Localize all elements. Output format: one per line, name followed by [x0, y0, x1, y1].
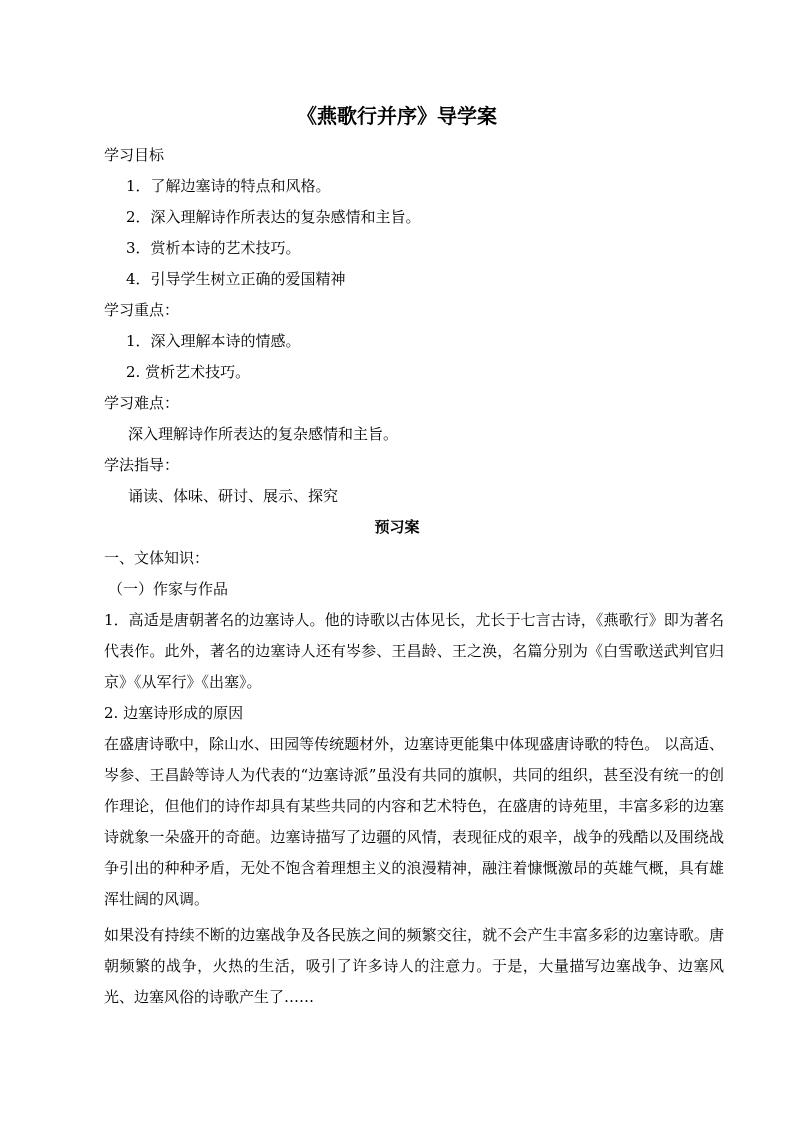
- paragraph-war-causes: 如果没有持续不断的边塞战争及各民族之间的频繁交往，就不会产生丰富多彩的边塞诗歌。唐朝频繁的战争，火热的生活，吸引了许多诗人的注意力。于是，大量描写边塞战争、边塞风光、边塞风俗的诗歌产生了……: [104, 926, 724, 1006]
- objective-item-2: 2．深入理解诗作所表达的复杂感情和主旨。: [126, 208, 421, 226]
- objectives-heading: 学习目标: [104, 146, 165, 164]
- objective-item-1: 1．了解边塞诗的特点和风格。: [126, 177, 331, 195]
- methods-heading: 学法指导：: [104, 456, 180, 474]
- objective-item-3: 3．赏析本诗的艺术技巧。: [126, 239, 301, 257]
- document-title: 《燕歌行并序》导学案: [297, 104, 497, 128]
- difficulties-heading: 学习难点：: [104, 394, 180, 412]
- subsection-author-works: （一）作家与作品: [108, 580, 229, 598]
- section-genre-knowledge: 一、文体知识：: [104, 549, 210, 567]
- key-points-heading: 学习重点：: [104, 301, 180, 319]
- difficulties-text: 深入理解诗作所表达的复杂感情和主旨。: [128, 425, 399, 443]
- methods-text: 诵读、体味、研讨、展示、探究: [128, 487, 339, 505]
- paragraph-author-intro: 1．高适是唐朝著名的边塞诗人。他的诗歌以古体见长，尤长于七言古诗，《燕歌行》即为著名代表作。此外，著名的边塞诗人还有岑参、王昌龄、王之涣，名篇分别为《白雪歌送武判官归京》《从军行》《出塞》。: [104, 611, 724, 691]
- preview-heading: 预习案: [374, 518, 420, 536]
- key-point-item-1: 1．深入理解本诗的情感。: [126, 332, 301, 350]
- objective-item-4: 4．引导学生树立正确的爱国精神: [126, 270, 346, 288]
- paragraph-frontier-poetry: 在盛唐诗歌中，除山水、田园等传统题材外，边塞诗更能集中体现盛唐诗歌的特色。 以高适、岑参、王昌龄等诗人为代表的“边塞诗派”虽没有共同的旗帜，共同的组织，甚至没有统一的创作理论，但他们的诗作却具有某些共同的内容和艺术特色，在盛唐的诗苑里，丰富多彩的边塞诗就象一朵盛开的奇葩。边塞诗描写了边疆的风情，表现征戍的艰辛，战争的残酷以及围绕战争引出的种种矛盾，无处不饱含着理想主义的浪漫精神，融注着慷慨激昂的英雄气概，具有雄浑壮阔的风调。: [104, 735, 724, 908]
- key-point-item-2: 2. 赏析艺术技巧。: [126, 363, 251, 381]
- item-frontier-poetry-origin: 2. 边塞诗形成的原因: [104, 704, 244, 722]
